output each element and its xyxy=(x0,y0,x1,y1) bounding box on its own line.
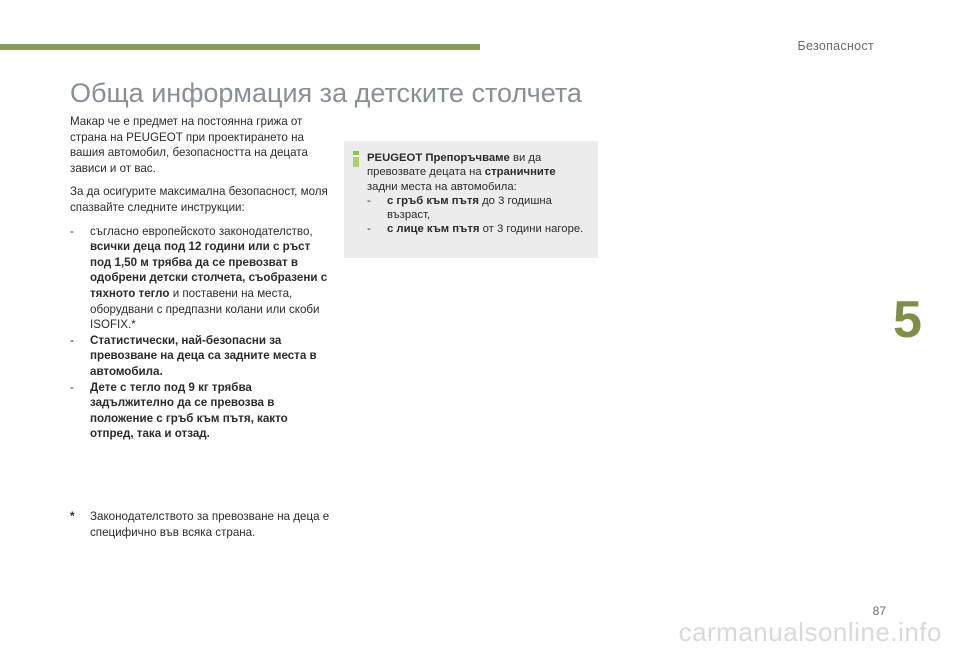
top-accent-bar xyxy=(0,44,480,50)
info-span: ви да превозвате децата на xyxy=(367,152,542,179)
section-title: Безопасност xyxy=(797,39,874,53)
list-item xyxy=(70,333,332,380)
info-list-item xyxy=(367,222,588,236)
list-text-bold: Статистически, най-безопасни за превозване на деца са задните места в автомобила. xyxy=(90,333,317,378)
list-dash: - xyxy=(367,223,371,236)
info-bold: с гръб към пътя xyxy=(387,194,479,207)
info-box xyxy=(344,141,598,258)
list-text-bold: Дете с тегло под 9 кг трябва задължително да се превозва в положение с гръб към пътя, както отпред, така и отзад. xyxy=(90,380,288,441)
info-bold: PEUGEOT Препоръчваме xyxy=(367,152,510,164)
list-item xyxy=(70,224,332,333)
footnote-star: * xyxy=(70,510,75,523)
list-text: съгласно европейското законодателство, xyxy=(90,224,313,238)
intro-paragraph: Макар че е предмет на постоянна грижа от страна на PEUGEOT при проектирането на вашия автомобил, безопасността на децата зависи и от вас. xyxy=(70,115,308,175)
info-icon xyxy=(353,151,359,167)
page-title: Обща информация за детските столчета xyxy=(70,78,582,108)
info-span: от 3 години нагоре. xyxy=(479,223,584,236)
chapter-number: 5 xyxy=(893,291,922,349)
info-list-item xyxy=(367,194,588,223)
list-text: и поставени на места, оборудвани с предпазни колани или скоби ISOFIX.* xyxy=(90,286,320,332)
info-span: задни места на автомобила: xyxy=(367,180,517,193)
list-dash: - xyxy=(70,224,74,238)
instruction-list xyxy=(70,224,332,442)
main-text-column xyxy=(70,114,332,442)
info-list xyxy=(367,194,588,237)
instructions-paragraph: За да осигурите максимална безопасност, моля спазвайте следните инструкции: xyxy=(70,185,328,214)
list-dash: - xyxy=(70,380,74,394)
watermark: carmanualsonline.info xyxy=(678,617,942,647)
info-span: до 3 годишна възраст, xyxy=(387,194,552,222)
page-number: 87 xyxy=(872,604,886,618)
list-dash: - xyxy=(367,194,371,207)
info-text xyxy=(367,151,588,194)
footnote xyxy=(70,509,332,540)
info-bold: страничните xyxy=(484,166,556,179)
footnote-text: Законодателството за превозване на деца е специфично във всяка страна. xyxy=(90,510,330,539)
list-dash: - xyxy=(70,333,74,347)
list-item xyxy=(70,380,332,442)
list-text-bold: всички деца под 12 години или с ръст под 1,50 м трябва да се превозват в одобрени детски столчета, съобразени с тяхното тегло xyxy=(90,240,328,300)
info-bold: с лице към пътя xyxy=(387,223,480,236)
